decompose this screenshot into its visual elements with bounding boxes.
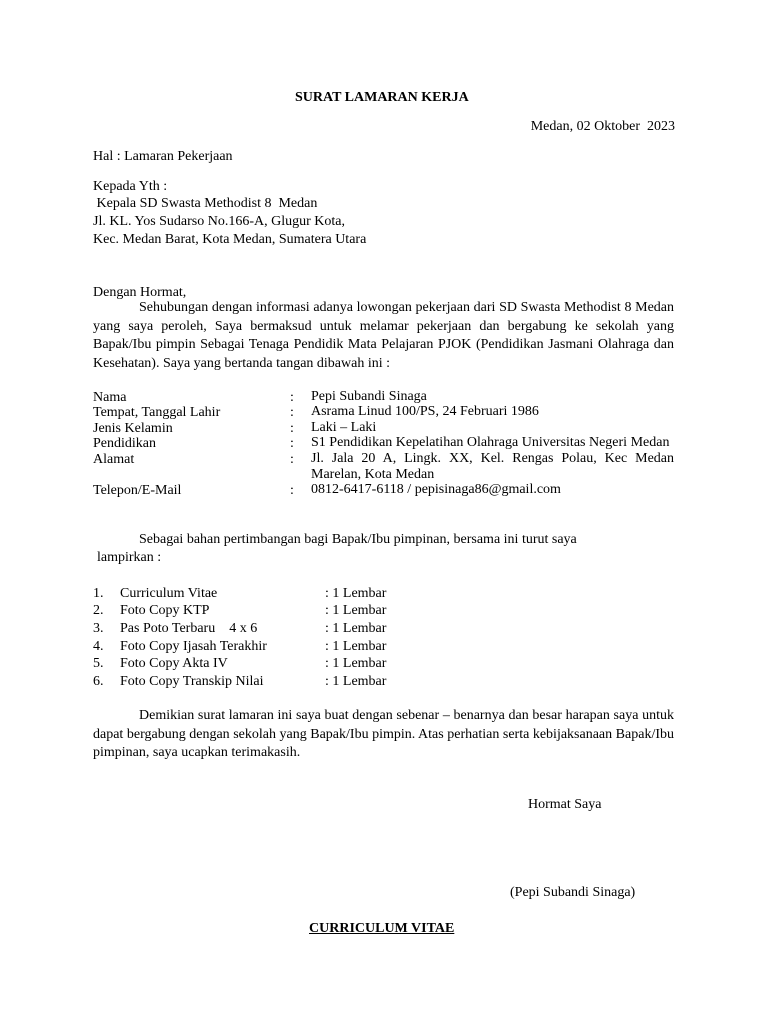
identity-value: Laki – Laki <box>311 420 377 435</box>
identity-label: Nama <box>93 390 127 405</box>
list-number: 2. <box>93 603 104 618</box>
recipient-line: Jl. KL. Yos Sudarso No.166-A, Glugur Kota, <box>93 214 346 229</box>
attachment-qty: : 1 Lembar <box>325 674 387 689</box>
identity-label: Alamat <box>93 452 135 467</box>
attachment-name: Foto Copy KTP <box>120 603 210 618</box>
list-item <box>93 620 493 638</box>
list-item <box>93 638 493 656</box>
subject-line: Hal : Lamaran Pekerjaan <box>93 149 233 164</box>
greeting: Dengan Hormat, <box>93 285 187 300</box>
attachment-name: Pas Poto Terbaru 4 x 6 <box>120 621 258 636</box>
attachment-name: Foto Copy Ijasah Terakhir <box>120 639 267 654</box>
list-number: 5. <box>93 656 104 671</box>
list-number: 3. <box>93 621 104 636</box>
attachment-name: Foto Copy Transkip Nilai <box>120 674 264 689</box>
identity-label: Tempat, Tanggal Lahir <box>93 405 221 420</box>
identity-colon: : <box>290 405 294 420</box>
identity-row <box>93 404 674 420</box>
identity-colon: : <box>290 452 294 467</box>
attachment-qty: : 1 Lembar <box>325 639 387 654</box>
attachment-name: Foto Copy Akta IV <box>120 656 228 671</box>
closing-paragraph <box>93 707 674 763</box>
attachment-qty: : 1 Lembar <box>325 603 387 618</box>
identity-label: Jenis Kelamin <box>93 421 173 436</box>
identity-row <box>93 482 674 498</box>
recipient-line: Kec. Medan Barat, Kota Medan, Sumatera Utara <box>93 232 367 247</box>
identity-label: Pendidikan <box>93 436 156 451</box>
list-number: 1. <box>93 586 104 601</box>
cv-heading: CURRICULUM VITAE <box>309 921 455 936</box>
signature-name: (Pepi Subandi Sinaga) <box>510 885 636 900</box>
intro-text: Sehubungan dengan informasi adanya lowongan pekerjaan dari SD Swasta Methodist 8 Medan yang saya peroleh, Saya bermaksud untuk melamar pekerjaan dan bergabung ke sekolah yang Bapak/Ibu pimpin Sebagai Tenaga Pendidik Mata Pelajaran PJOK (Pendidikan Jasmani Olahraga dan Kesehatan). Saya yang bertanda tangan dibawah ini : <box>93 300 674 371</box>
recipient-line: Kepala SD Swasta Methodist 8 Medan <box>93 196 318 211</box>
attachment-qty: : 1 Lembar <box>325 621 387 636</box>
identity-colon: : <box>290 483 294 498</box>
regards: Hormat Saya <box>528 797 602 812</box>
identity-colon: : <box>290 421 294 436</box>
closing-text: Demikian surat lamaran ini saya buat dengan sebenar – benarnya dan besar harapan saya untuk dapat bergabung dengan sekolah yang Bapak/Ibu pimpin. Atas perhatian serta kebijaksanaan Bapak/Ibu pimpinan, saya ucapkan terimakasih. <box>93 708 674 760</box>
list-number: 6. <box>93 674 104 689</box>
attachment-qty: : 1 Lembar <box>325 656 387 671</box>
recipient-line: Kepada Yth : <box>93 179 168 194</box>
identity-value: 0812-6417-6118 / pepisinaga86@gmail.com <box>311 482 561 497</box>
list-item <box>93 602 493 620</box>
identity-row <box>93 420 674 436</box>
identity-value: Pepi Subandi Sinaga <box>311 389 427 404</box>
identity-value: Jl. Jala 20 A, Lingk. XX, Kel. Rengas Polau, Kec Medan Marelan, Kota Medan <box>311 451 674 482</box>
attachment-name: Curriculum Vitae <box>120 586 218 601</box>
identity-colon: : <box>290 436 294 451</box>
identity-label: Telepon/E-Mail <box>93 483 182 498</box>
attachment-qty: : 1 Lembar <box>325 586 387 601</box>
place-date: Medan, 02 Oktober 2023 <box>530 119 675 134</box>
letter-title: SURAT LAMARAN KERJA <box>295 90 469 105</box>
list-item <box>93 585 493 603</box>
identity-value: Asrama Linud 100/PS, 24 Februari 1986 <box>311 404 539 419</box>
attachment-intro: Sebagai bahan pertimbangan bagi Bapak/Ibu pimpinan, bersama ini turut saya <box>139 532 577 547</box>
list-item <box>93 655 493 673</box>
attachment-intro-cont: lampirkan : <box>97 550 162 565</box>
list-number: 4. <box>93 639 104 654</box>
identity-value: S1 Pendidikan Kepelatihan Olahraga Universitas Negeri Medan <box>311 435 670 450</box>
identity-row <box>93 451 674 482</box>
intro-paragraph <box>93 299 674 373</box>
list-item <box>93 673 493 691</box>
identity-colon: : <box>290 390 294 405</box>
identity-row <box>93 435 674 451</box>
identity-row <box>93 389 674 405</box>
